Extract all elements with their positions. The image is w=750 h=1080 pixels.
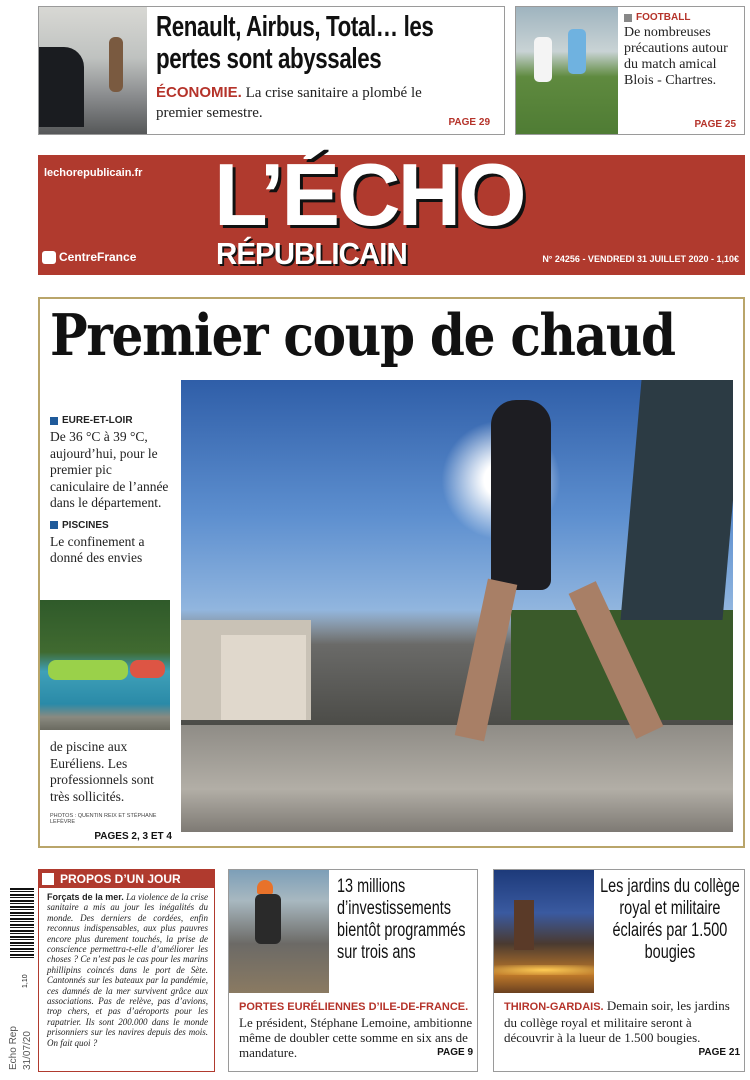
main-headline: Premier coup de chaud [50, 302, 675, 369]
section-text: De 36 °C à 39 °C, aujourd’hui, pour le premier pic caniculaire de l’année dans le département. [50, 429, 169, 510]
story-text: Le président, Stéphane Lemoine, ambitionne même de doubler cette somme en six ans de mandature. [239, 1015, 473, 1060]
story-investissements[interactable] [228, 869, 478, 1072]
story-kicker: PORTES EURÉLIENNES D’ILE-DE-FRANCE. [239, 1001, 469, 1013]
barcode-price: 1,10 [22, 974, 29, 988]
pool-photo [40, 600, 170, 730]
teaser-headline: Renault, Airbus, Total… les pertes sont abyssales [156, 11, 434, 75]
masthead-title: L’ÉCHO [214, 145, 524, 244]
teaser-page: PAGE 29 [448, 117, 490, 128]
teaser-text: La crise sanitaire a plombé le premier semestre. [156, 85, 422, 121]
football-photo [516, 7, 618, 134]
masthead-subtitle: RÉPUBLICAIN [216, 236, 407, 271]
section-kicker: EURE-ET-LOIR [50, 415, 172, 426]
barcode-label: Echo Rep [8, 1026, 19, 1070]
construction-photo [229, 870, 329, 993]
story-headline: 13 millions d’investissements bientôt programmés sur trois ans [337, 876, 466, 963]
story-jardins[interactable] [493, 869, 745, 1072]
barcode-bars [10, 888, 34, 958]
propos-column[interactable] [38, 869, 215, 1072]
centre-france-icon [42, 251, 56, 264]
story-page: PAGE 21 [698, 1047, 740, 1058]
main-story[interactable] [38, 297, 745, 848]
teaser-kicker: ÉCONOMIE. [156, 84, 242, 101]
column-header: PROPOS D’UN JOUR [39, 870, 214, 888]
photo-credit: PHOTOS : QUENTIN REIX ET STÉPHANE LEFÈVRE [50, 813, 157, 825]
issue-info: N° 24256 - VENDREDI 31 JUILLET 2020 - 1,10€ [542, 254, 739, 264]
section-text-continued: de piscine aux Euréliens. Les professionnels sont très sollicités. [50, 739, 154, 804]
story-kicker: THIRON-GARDAIS. [504, 1001, 604, 1013]
barcode [8, 888, 34, 1073]
teaser-page: PAGE 25 [694, 119, 736, 130]
barcode-date: 31/07/20 [22, 1031, 33, 1070]
story-text: Demain soir, les jardins du collège royal et militaire seront à découvrir à la lueur de 1.500 bougies. [504, 998, 730, 1045]
teaser-football[interactable] [515, 6, 745, 135]
heatwave-photo [181, 380, 733, 832]
website-link[interactable]: lechorepublicain.fr [44, 167, 143, 179]
square-icon [42, 873, 54, 885]
story-page: PAGE 9 [437, 1047, 473, 1058]
story-headline: Les jardins du collège royal et militaire éclairés par 1.500 bougies [600, 876, 740, 963]
masthead [38, 145, 745, 275]
teaser-economie[interactable] [38, 6, 505, 135]
centre-france-logo: CentreFrance [42, 250, 136, 264]
candles-photo [494, 870, 594, 993]
teaser-kicker: FOOTBALL [624, 12, 744, 23]
pages-reference: PAGES 2, 3 ET 4 [94, 831, 172, 842]
column-lead: Forçats de la mer. [47, 892, 124, 902]
car-dealership-photo [39, 7, 147, 134]
section-kicker: PISCINES [50, 520, 172, 531]
column-text: La violence de la crise sanitaire a mis au jour les inégalités du monde. Des derniers de cordées, enfin reconnus indispensables, aux plus pauvres encore plus durement touchés, la prise de conscience permettra-t-elle d’améliorer les choses ? Ce n’est pas le cas pour les marins phillipins coincés dans le port de Sète. Cantonnés sur les bateaux par la pandémie, ces damnés de la mer survivent grâce aux associations. Pas de relève, pas d’avions, trop chers, et pas d’aéroports pour les rapatrier. Ils sont 200.000 dans le monde prisonniers sur les navires depuis des mois. On fait quoi ? [47, 892, 208, 1048]
teaser-text: De nombreuses précautions autour du match amical Blois - Chartres. [624, 25, 728, 88]
section-text: Le confinement a donné des envies [50, 533, 145, 565]
